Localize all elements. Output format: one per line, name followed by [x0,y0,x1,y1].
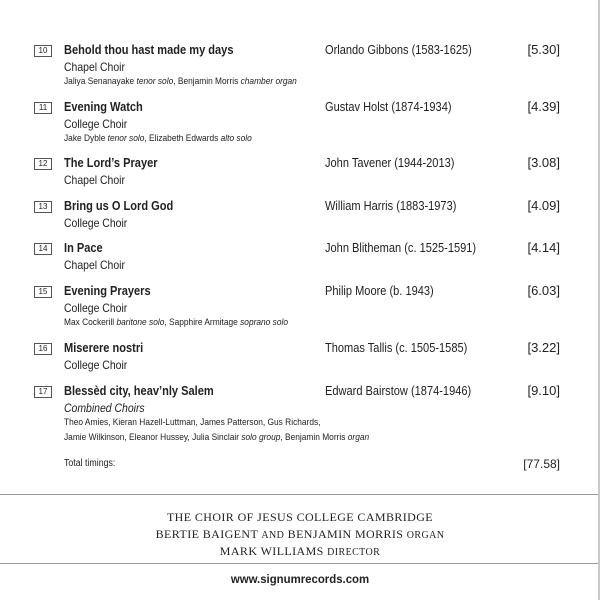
track-soloists [64,131,252,146]
track-soloists [64,315,288,330]
soloist-role: tenor solo [136,76,174,87]
track-title: The Lord’s Prayer [64,155,158,170]
credits-choir [0,509,600,526]
track-choir: College Choir [64,216,128,230]
organist-1: BERTIE BAIGENT [155,527,258,541]
track-choir: Chapel Choir [64,258,125,272]
soloist-name: Max Cockerill [64,317,117,328]
track-choir: College Choir [64,117,128,131]
director-name: MARK WILLIAMS [219,544,324,558]
track-duration: [6.03] [527,283,560,298]
track-number: 14 [34,243,52,255]
track-title: Evening Prayers [64,283,151,298]
organist-2: BENJAMIN MORRIS [287,527,404,541]
track-title: Blessèd city, heav’nly Salem [64,383,214,398]
track-soloists [64,74,297,89]
credits-organists [0,526,600,544]
track-duration: [3.08] [527,155,560,170]
track-soloists [64,415,320,430]
track-number: 15 [34,286,52,298]
track-composer: John Blitheman (c. 1525-1591) [325,240,477,255]
track-composer: John Tavener (1944-2013) [325,155,455,170]
soloist-role: solo group [241,432,281,443]
soloist-role: soprano solo [240,317,289,328]
soloist-name: Theo Amies, Kieran Hazell-Luttman, James Patterson, Gus Richards, [64,417,321,428]
credits-and: AND [261,530,285,541]
track-duration: [4.14] [527,240,560,255]
soloist-name: , Benjamin Morris [173,76,241,87]
soloist-role: chamber organ [240,76,297,87]
track-composer: Gustav Holst (1874-1934) [325,99,452,114]
track-choir: Chapel Choir [64,173,125,187]
director-role: DIRECTOR [327,547,381,558]
total-timings-label: Total timings: [64,458,116,469]
track-number: 16 [34,343,52,355]
choir-name: THE CHOIR OF JESUS COLLEGE CAMBRIDGE [166,510,434,524]
soloist-role: organ [347,432,370,443]
track-duration: [4.09] [527,198,560,213]
track-choir: College Choir [64,358,128,372]
soloist-name: Jake Dyble [64,133,108,144]
soloist-name: , Sapphire Armitage [164,317,241,328]
track-title: Miserere nostri [64,340,144,355]
track-composer: Thomas Tallis (c. 1505-1585) [325,340,468,355]
track-composer: Philip Moore (b. 1943) [325,283,434,298]
credits-top-rule [0,494,600,495]
track-title: Behold thou hast made my days [64,42,234,57]
track-number: 12 [34,158,52,170]
track-composer: Edward Bairstow (1874-1946) [325,383,472,398]
track-number: 13 [34,201,52,213]
track-choir: College Choir [64,301,128,315]
track-number: 10 [34,45,52,57]
track-title: Bring us O Lord God [64,198,174,213]
track-duration: [5.30] [527,42,560,57]
soloist-role: alto solo [220,133,252,144]
track-duration: [3.22] [527,340,560,355]
track-composer: William Harris (1883-1973) [325,198,457,213]
soloist-role: baritone solo [116,317,165,328]
soloist-name: Jamie Wilkinson, Eleanor Hussey, Julia Sinclair [64,432,242,443]
website-link[interactable]: www.signumrecords.com [230,572,370,586]
credits-bottom-rule [0,563,600,564]
soloist-role: tenor solo [107,133,145,144]
soloist-name: , Elizabeth Edwards [144,133,221,144]
total-timings-value: [77.58] [523,457,560,471]
track-composer: Orlando Gibbons (1583-1625) [325,42,472,57]
track-duration: [4.39] [527,99,560,114]
track-number: 11 [34,102,52,114]
soloist-name: Jaliya Senanayake [64,76,137,87]
organ-role: ORGAN [406,530,445,541]
soloist-name: , Benjamin Morris [280,432,348,443]
track-choir: Combined Choirs [64,401,145,415]
track-number: 17 [34,386,52,398]
credits-director [0,543,600,561]
track-title: In Pace [64,240,103,255]
track-duration: [9.10] [527,383,560,398]
track-choir: Chapel Choir [64,60,125,74]
track-title: Evening Watch [64,99,143,114]
track-soloists [64,430,369,445]
